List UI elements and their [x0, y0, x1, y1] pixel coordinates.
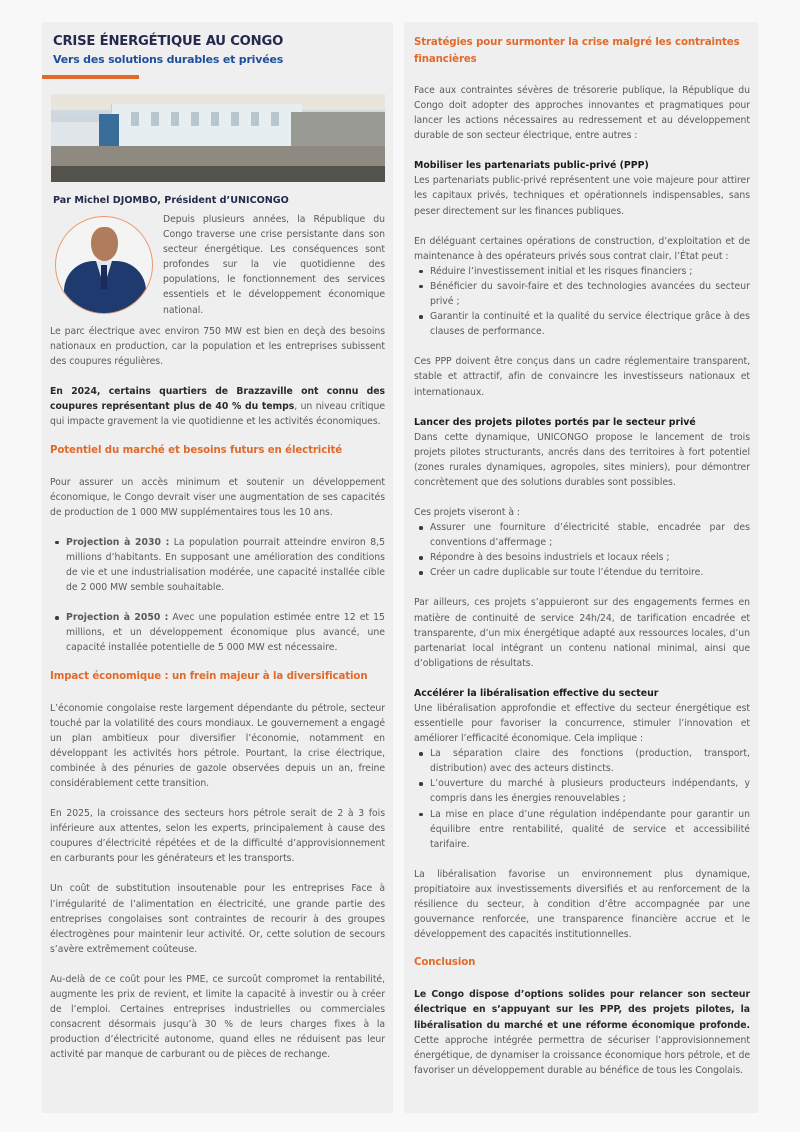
list-item: L’ouverture du marché à plusieurs producteurs indépendants, y compris dans les énergies renouvelables ;	[430, 776, 750, 806]
substitution-paragraph: Un coût de substitution insoutenable pour les entreprises Face à l’irrégularité de l’alimentation en électricité, une grande partie des entreprises congolaises sont contraintes de recourir à des groupes électrogènes pour maintenir leur activité. Or, cette solution de secours s’avère extrêmement coûteuse.	[50, 883, 385, 955]
growth-paragraph: En 2025, la croissance des secteurs hors pétrole serait de 2 à 3 fois inférieure aux attentes, selon les experts, principalement à cause des coupures d’électricité répétées et de la difficulté d’approvisionnement en carburants pour les générateurs et les transports.	[50, 808, 385, 865]
projection-list	[50, 535, 385, 656]
projection-2050	[66, 610, 385, 655]
projection-label: Projection à 2050 :	[66, 612, 169, 624]
outage-rest: , un niveau critique qui impacte gravement la vie quotidienne et les activités économiques.	[50, 401, 385, 428]
author-portrait	[55, 216, 153, 314]
ppp-benefits-list	[414, 264, 750, 339]
section-heading-conclusion: Conclusion	[414, 957, 476, 969]
list-item: Garantir la continuité et la qualité du service électrique grâce à des clauses de performance.	[430, 309, 750, 339]
ppp-paragraph-3: Ces PPP doivent être conçus dans un cadre réglementaire transparent, stable et attractif, afin de convaincre les investisseurs nationaux et internationaux.	[414, 356, 750, 398]
subheading-pilots: Lancer des projets pilotes portés par le secteur privé	[414, 416, 696, 428]
projection-text: Avec une population estimée entre 12 et 15 millions, et un développement économique plus avancé, une capacité installée potentielle de 5 000 MW est nécessaire.	[66, 612, 385, 654]
conclusion-rest: Cette approche intégrée permettra de sécuriser l’approvisionnement énergétique, de dynamiser la croissance économique hors pétrole, et de favoriser un développement durable au bénéfice de tous les Congolais.	[414, 1034, 750, 1076]
conclusion-paragraph	[414, 987, 750, 1078]
list-item: Répondre à des besoins industriels et locaux réels ;	[430, 550, 750, 565]
pilots-goals-list	[414, 520, 750, 580]
list-item: La séparation claire des fonctions (production, transport, distribution) avec des acteurs distincts.	[430, 746, 750, 776]
author-byline: Par Michel DJOMBO, Président d’UNICONGO	[53, 195, 289, 206]
section-heading-market: Potentiel du marché et besoins futurs en électricité	[50, 444, 343, 456]
projection-2030	[66, 535, 385, 595]
liberal-paragraph-2: La libéralisation favorise un environnement plus dynamique, propitiatoire aux investissements diversifiés et au renforcement de la résilience du secteur, à condition d’être accompagnée par une gouvernance renforcée, une transparence financière accrue et le développement des capacités institutionnelles.	[414, 868, 750, 941]
pme-paragraph: Au-delà de ce coût pour les PME, ce surcoût compromet la rentabilité, augmente les prix de revient, et limite la capacité à investir ou à créer de l’emploi. Certaines entreprises industrielles ou commerciales consacrent désormais jusqu’à 30 % de leurs charges fixes à la production d’électricité autonome, quand elles ne réduisent pas leur activité par manque de carburant ou de pièces de rechange.	[50, 973, 385, 1061]
list-item: La mise en place d’une régulation indépendante pour garantir un équilibre entre rentabilité, qualité de service et accessibilité tarifaire.	[430, 807, 750, 852]
liberal-paragraph-1: Une libéralisation approfondie et effective du secteur énergétique est essentielle pour favoriser la concurrence, stimuler l’innovation et améliorer l’efficacité économique. Cela implique :	[414, 702, 750, 745]
subheading-liberalisation: Accélérer la libéralisation effective du secteur	[414, 687, 659, 699]
ppp-paragraph-2: En déléguant certaines opérations de construction, d’exploitation et de maintenance à des opérateurs privés sous contrat clair, l’État peut :	[414, 235, 750, 262]
section-heading-impact: Impact économique : un frein majeur à la diversification	[50, 670, 368, 682]
list-item: Réduire l’investissement initial et les risques financiers ;	[430, 264, 750, 279]
market-paragraph: Pour assurer un accès minimum et soutenir un développement économique, le Congo devrait viser une augmentation de ses capacités de production de 1 000 MW supplémentaires tous les 10 ans.	[50, 476, 385, 518]
capacity-paragraph: Le parc électrique avec environ 750 MW est bien en deçà des besoins nationaux en production, car la population et les entreprises subissent des coupures régulières.	[50, 326, 385, 368]
ppp-paragraph-1: Les partenariats public-privé représentent une voie majeure pour attirer les capitaux privés, techniques et opérationnels indispensables, sans peser directement sur les finances publiques.	[414, 175, 750, 217]
projection-label: Projection à 2030 :	[66, 536, 170, 548]
page-subtitle: Vers des solutions durables et privées	[53, 53, 284, 66]
right-column-card	[404, 22, 758, 1113]
left-column-card	[42, 22, 393, 1113]
left-body	[50, 324, 385, 1062]
outage-paragraph	[50, 384, 385, 429]
section-heading-strategies: Stratégies pour surmonter la crise malgré les contraintes financières	[414, 37, 740, 65]
list-item: Bénéficier du savoir-faire et des technologies avancées du secteur privé ;	[430, 279, 750, 309]
title-accent-bar	[42, 75, 139, 79]
pilots-paragraph-2: Ces projets viseront à :	[414, 506, 520, 518]
list-item: Créer un cadre duplicable sur toute l’étendue du territoire.	[430, 565, 750, 580]
subheading-ppp: Mobiliser les partenariats public-privé (PPP)	[414, 160, 649, 172]
conclusion-highlight: Le Congo dispose d’options solides pour relancer son secteur électrique en s’appuyant sur les PPP, des projets pilotes, la libéralisation du marché et une réforme économique profonde.	[414, 989, 750, 1031]
pilots-paragraph-1: Dans cette dynamique, UNICONGO propose le lancement de trois projets pilotes structurants, ancrés dans des territoires à fort potentiel (zones rurales dynamiques, agropoles, sites miniers), pour démontrer concrètement que des solutions durables sont possibles.	[414, 431, 750, 488]
strategies-intro: Face aux contraintes sévères de trésorerie publique, la République du Congo doit adopter des approches innovantes et pragmatiques pour lancer les actions nécessaires au redressement et au développement durable de son secteur électrique, entre autres :	[414, 85, 750, 142]
liberal-implications-list	[414, 746, 750, 852]
outage-highlight: En 2024, certains quartiers de Brazzaville ont connu des coupures représentant plus de 40 % du temps	[50, 386, 385, 413]
hero-image	[51, 94, 385, 182]
projection-text: La population pourrait atteindre environ 8,5 millions d’habitants. En supposant une amélioration des conditions de vie et une industrialisation modérée, une capacité installée cible de 2 000 MW semble souhaitable.	[66, 536, 385, 594]
pilots-paragraph-3: Par ailleurs, ces projets s’appuieront sur des engagements fermes en matière de continuité de service 24h/24, de tarification encadrée et transparente, d’un mix énergétique adapté aux ressources locales, d’un partenariat local intégrant un contenu national minimal, ainsi que d’obligations de résultats.	[414, 597, 750, 669]
page-title: CRISE ÉNERGÉTIQUE AU CONGO	[53, 34, 284, 49]
intro-paragraph: Depuis plusieurs années, la République du Congo traverse une crise persistante dans son secteur énergétique. Les conséquences sont profondes sur la vie quotidienne des populations, le fonctionnement des services essentiels et le développement économique national.	[163, 214, 385, 316]
list-item: Assurer une fourniture d’électricité stable, encadrée par des conventions d’affermage ;	[430, 520, 750, 550]
economy-paragraph: L’économie congolaise reste largement dépendante du pétrole, secteur touché par la volatilité des cours mondiaux. Le gouvernement a engagé un plan ambitieux pour diversifier l’économie, notamment en développant les activités hors pétrole. Pourtant, la crise électrique, combinée à des pénuries de gazole observées depuis un an, freine considérablement cette transition.	[50, 702, 385, 789]
